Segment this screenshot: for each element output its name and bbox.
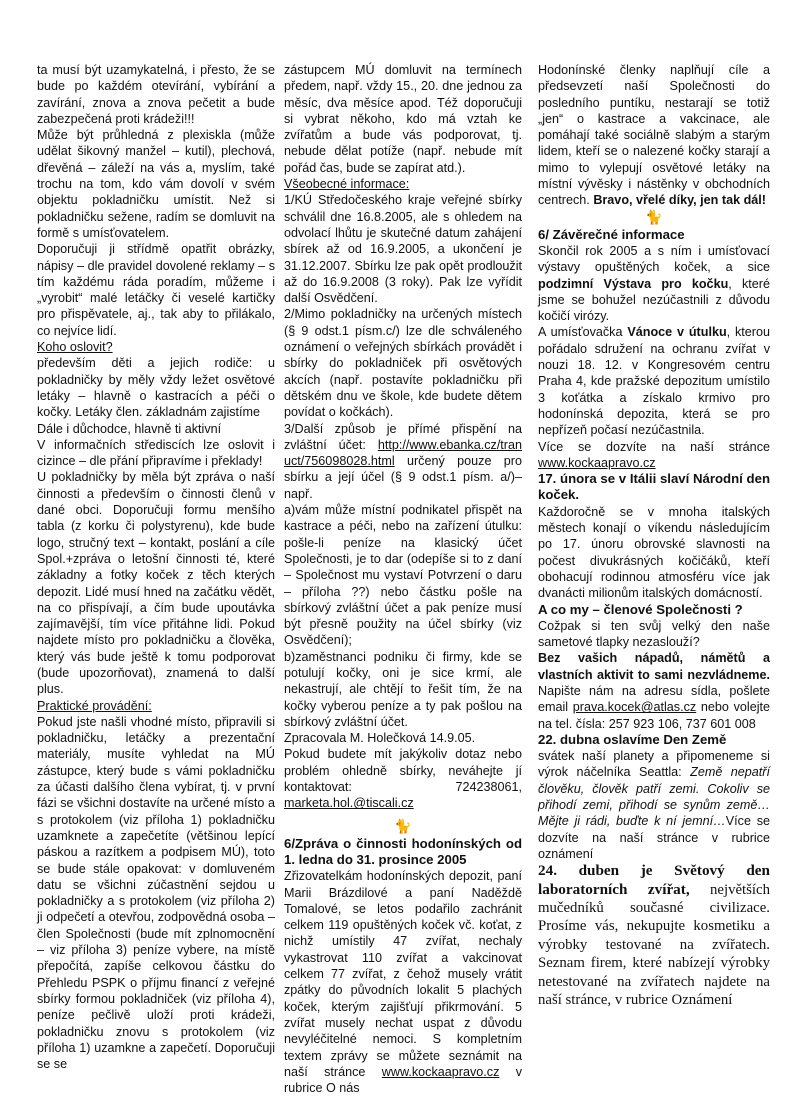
- email-link[interactable]: prava.kocek@atlas.cz: [572, 700, 697, 715]
- website-link[interactable]: www.kockaapravo.cz: [381, 1064, 500, 1079]
- paragraph: [284, 421, 522, 502]
- text: A umísťovačka: [538, 325, 628, 340]
- text: Pokud budete mít jakýkoliv dotaz nebo problém ohledně sbírky, neváhejte jí kontaktovat: 724238061,: [284, 747, 522, 795]
- paragraph: b)zaměstnanci podniku či firmy, kde se potulují kočky, oni je sice krmí, ale nekastrují, ale chtějí to řešit tím, že na kočky vyberou peníze a ty pak pošlou na sbírkový zvláštní účet.: [284, 649, 522, 729]
- email-link[interactable]: marketa.hol.@tiscali.cz: [284, 796, 414, 811]
- section-heading-lab: 24. duben je Světový den laboratorních zvířat,: [538, 862, 770, 898]
- paragraph: [538, 243, 770, 324]
- paragraph: Doporučuji ji střídmě opatřit obrázky, nápisy – dle pravidel dovolené reklamy – s tím každému ráda poradím, můžeme i „vyrobit“ malé letáčky či veselé kartičky pro přispěvatele, aj., tak aby to přilákalo, co nejvíce lidí.: [37, 242, 275, 338]
- column-2: [284, 62, 522, 1096]
- section-heading-zaverecne: 6/ Závěrečné informace: [538, 226, 685, 242]
- paragraph: Dále i důchodce, hlavně ti aktivní: [37, 421, 222, 436]
- text: , kterou pořádalo sdružení na ochranu zvířat v nouzi 18. 12. v Kongresovém centru Praha 4, kde pražské depozitum umístilo 3 koťátka a získalo krmivo pro hodonínská depozita, která se pro nepřízeň počasí nezúčastnila.: [538, 325, 770, 438]
- bold-text: podzimní Výstava pro kočku: [538, 276, 729, 291]
- bold-text: Bez vašich nápadů, námětů a vlastních aktivit to sami nezvládneme.: [538, 651, 770, 682]
- text: Více se dozvíte na naší stránce: [538, 439, 770, 454]
- paragraph: 2/Mimo pokladničky na určených místech (§ 9 odst.1 písm.c/) lze dle schváleného oznámení o veřejných sbírkách provádět i sbírky do pokladniček při osvětových akcích (např. postavíte pokladničku při dětském dnu ve škole, kde budete dětem povídat o kočkách).: [284, 307, 522, 420]
- paragraph-laboratory-animals: [538, 862, 770, 1009]
- text: Zřizovatelkám hodonínských depozit, paní Marii Brázdilové a paní Naděždě Tomalové, se letos podařilo zachránit celkem 119 opuštěných koček vč. koťat, z nichž umístily 47 zvířat, nechaly vykastrovat 110 zvířat a vakcinovat celkem 77 zvířat, z čehož musely vrátit zpátky do původních lokalit 5 plachých koček, kterým zajišťují přikrmování. 5 zvířat musely nechat uspat z důvodu nevyléčitelné nemoci. S kompletním textem zprávy se můžete seznámit na naší stránce: [284, 869, 522, 1079]
- signature-line: Zpracovala M. Holečková 14.9.05.: [284, 731, 476, 746]
- paragraph: Cožpak si ten svůj velký den naše sametové tlapky nezaslouží?: [538, 618, 770, 650]
- paragraph: [538, 62, 770, 209]
- paragraph: 1/KÚ Středočeského kraje veřejné sbírky schválil dne 16.8.2005, ale s ohledem na odvolací lhůtu je skutečné datum zahájení sbírek až od 16.9.2005, a ukončení je 31.12.2007. Sbírku lze pak opět prodloužit až do 16.9.2008 (3 roky). Pak lze vyřídit další Osvědčení.: [284, 193, 522, 306]
- paragraph: Pokud jste našli vhodné místo, připravili si pokladničku, letáčky a prezentační materiály, musíte vyhledat na MÚ zástupce, který bude s vámi pokladničku za účasti dalšího člena vybírat, tj. v první fázi se všichni dostavíte na určené místo a s protokolem (viz příloha 1) pokladničku uzamknete a zapečetíte (většinou lepící páskou a razítkem a podpisem MÚ), toto se bude stále opakovat: v domluveném datu se všichni zúčastnění sejdou u pokladničky a s protokolem (viz příloha 2) ji odpečetí a otevřou, zodpovědná osoba – člen Společnosti (bude mít zplnomocnění – viz příloha 3) peníze vybere, na místě přepočítá, zapíše celkovou částku do Přehledu PSPK o příjmu financí z veřejné sbírky formou pokladniček (viz příloha 4), peníze pečlivě uloží proti krádeži, pokladničku znovu s protokolem (viz příloha 1) uzamkne a zapečetí. Doporučuji se se: [37, 714, 275, 1072]
- website-link[interactable]: www.kockaapravo.cz: [538, 455, 656, 470]
- section-heading-italie: 17. února se v Itálii slaví Národní den koček.: [538, 471, 770, 503]
- text: Hodonínské členky naplňují cíle a předsevzetí naší Společnosti do posledního puntíku, nestarají se totiž „jen“ o kastrace a vakcinace, ale pomáhají také sociálně slabým a starým lidem, kteří se o nalezené kočky starají a mimo to vylepují osvětové letáky na místní vývěsky i nástěnky v obchodních centrech.: [538, 63, 770, 208]
- text: největších mučedníků současné civilizace. Prosíme vás, nekupujte kosmetiku a výrobky testované na zvířatech. Seznam firem, které nabízejí výrobky netestované na zvířatech najdete na naší stránce, v rubrice Oznámení: [538, 881, 770, 1009]
- ebanka-link[interactable]: http://www.ebanka.cz/tran uct/756098028.html: [284, 437, 523, 469]
- subheading-prakticke-provadeni: Praktické provádění:: [37, 698, 152, 713]
- text: 3/Další způsob je přímé přispění na zvláštní účet:: [284, 421, 522, 452]
- text: Napište nám na adresu sídla, pošlete email: [538, 683, 770, 715]
- paragraph: především děti a jejich rodiče: u pokladničky by měly vždy ležet osvětové letáky – hlavně o kastracích a péči o kočky. Letáky člen. základnám zajistíme: [37, 356, 275, 420]
- paragraph: [538, 439, 770, 472]
- paragraph: U pokladničky by měla být zpráva o naší činnosti a především o činnosti členů v dané obci. Doporučuji formu menšího tabla (z korku či polystyrenu), kde bude logo, stručný text – kontakt, poslání a cíle Spol.+zpráva o letošní činnosti té, které základny a fotky koček z těch kterých depozit. Lidé musí hned na začátku vědět, na co přispívají, a čím bude upoutávka zajímavější, tím více přitáhne lidi. Pokud najdete místo pro pokladničku a člověka, který vás bude ještě k tomu podporovat (bude upozorňovat), znamená to další plus.: [37, 470, 275, 697]
- text: nebo volejte na tel. čísla: 257 923 106, 737 601 008: [538, 700, 771, 731]
- paragraph: V informačních střediscích lze oslovit i cizince – dle přání připravíme i překlady!: [37, 437, 275, 469]
- paragraph: [284, 746, 522, 811]
- bold-text: Vánoce v útulku: [627, 325, 727, 340]
- cat-icon: 🐈: [645, 209, 663, 226]
- paragraph: Může být průhledná z plexiskla (může udělat šikovný manžel – kutil), plechová, dřevěná – záleží na vás a, myslím, také trochu na tom, kdo vám dovolí v svém objektu pokladničku umístit. Než si pokladničku sežene, radím se domluvit na formě s umísťovatelem.: [37, 128, 275, 240]
- text: v rubrice O nás: [284, 1064, 523, 1096]
- subheading-vseobecne-informace: Všeobecné informace:: [284, 177, 410, 192]
- section-heading-den-zeme: 22. dubna oslavíme Den Země: [538, 731, 727, 747]
- section-heading-zprava: 6/Zpráva o činnosti hodonínských od 1. ledna do 31. prosince 2005: [284, 835, 522, 867]
- paragraph: zástupcem MÚ domluvit na termínech předem, např. vždy 15., 20. dne jednou za měsíc, dva měsíce apod. Též doporučuji si vybrat někoho, kdo má vztah ke zvířatům a bude vás podporovat, tj. nebude dělat potíže (např. nebude mít pořád čas, bude se zapírat atd.).: [284, 63, 522, 175]
- column-3: [538, 62, 770, 1010]
- paragraph: [538, 324, 770, 438]
- paragraph: ta musí být uzamykatelná, i přesto, že se bude po každém otevírání, vybírání a zavírání, znova a znova pečetit a bude zabezpečená proti krádeži!!!: [37, 63, 275, 126]
- paragraph: [538, 748, 770, 862]
- paragraph: a)vám může místní podnikatel přispět na kastrace a péči, nebo na zařízení útulku: pošle-li peníze na klasický účet Společnosti, je to dar (odepíše si to z daní – Společnost mu vystaví Potvrzení o daru – příloha ??) nebo částku pošle na sbírkový zvláštní účet a pak peníze musí být přesně použity na účel sbírky (viz Osvědčení);: [284, 503, 522, 648]
- text: svátek naší planety a připomeneme si výrok náčelníka Seattla:: [538, 749, 770, 780]
- text: Skončil rok 2005 a s ním i umísťovací výstavy opuštěných koček, a sice: [538, 243, 770, 275]
- text: Více se dozvíte na naší stránce v rubrice oznámení: [538, 814, 770, 861]
- text: určený pouze pro sbírku a její účel (§ 9 odst.1 písm. a/)– např.: [284, 454, 522, 501]
- column-1: [37, 62, 275, 1072]
- paragraph: [284, 868, 522, 1096]
- subheading-koho-oslovit: Koho oslovit?: [37, 340, 113, 355]
- quote-text: Země nepatří člověku, člověk patří zemi. Cokoliv se přihodí zemi, přihodí se synům země… Mějte ji rádi, buďte k ní jemní…: [538, 765, 770, 829]
- bold-text: Bravo, vřelé díky, jen tak dál!: [593, 193, 766, 208]
- paragraph: [538, 650, 770, 731]
- text: , které jsme se bohužel nezúčastnili z důvodu kočičí virózy.: [538, 276, 770, 324]
- paragraph: Každoročně se v mnoha italských městech konají o víkendu následujícím po 17. únoru obrovské slavnosti na počest divukrásných kočičáků, kteří obohacují rodinnou atmosféru více jak dvanácti milionům italských domácností.: [538, 504, 770, 601]
- cat-icon: 🐈: [394, 818, 412, 835]
- section-heading-clenove: A co my – členové Společnosti ?: [538, 601, 743, 617]
